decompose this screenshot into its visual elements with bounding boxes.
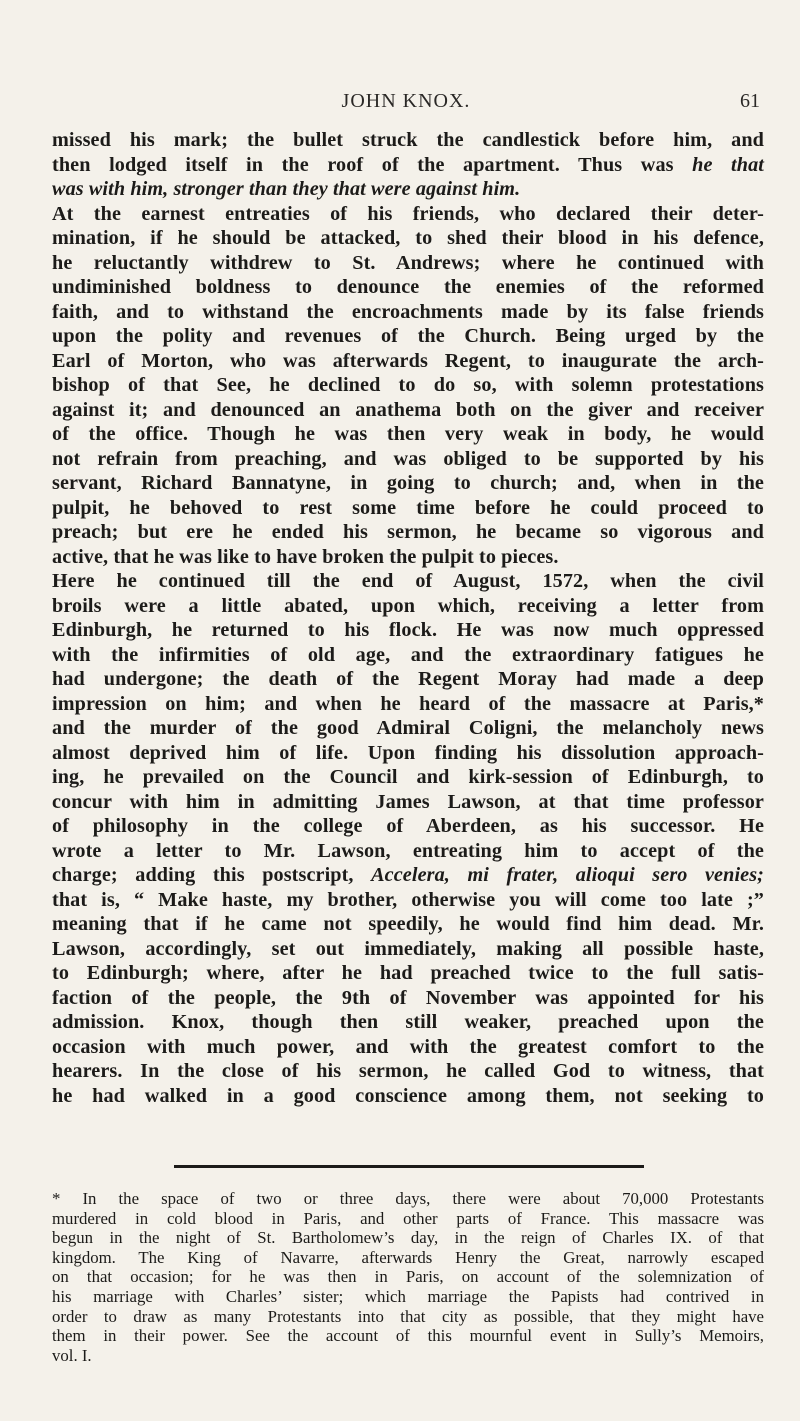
- text-line: not refrain from preaching, and was obliged to be supported by his: [52, 447, 764, 470]
- text-line: wrote a letter to Mr. Lawson, entreating him to accept of the: [52, 839, 764, 862]
- text-line: mination, if he should be attacked, to shed their blood in his defence,: [52, 227, 764, 249]
- text-line: against it; and denounced an anathema both on the giver and receiver: [52, 398, 764, 421]
- text-line: Earl of Morton, who was afterwards Regent, to inaugurate the arch-: [52, 349, 764, 372]
- text-line: undiminished boldness to denounce the enemies of the reformed: [52, 276, 764, 298]
- text-line: he reluctantly withdrew to St. Andrews; where he continued with: [52, 251, 764, 274]
- text-line: At the earnest entreaties of his friends, who declared their deter-: [52, 202, 764, 225]
- text-line: occasion with much power, and with the greatest comfort to the: [52, 1035, 764, 1058]
- text-line: concur with him in admitting James Lawson, at that time professor: [52, 790, 764, 813]
- text-line: faith, and to withstand the encroachments made by its false friends: [52, 300, 764, 323]
- text-line: of the office. Though he was then very weak in body, he would: [52, 423, 764, 445]
- text-line: Edinburgh, he returned to his flock. He was now much oppressed: [52, 619, 764, 641]
- text-line: then lodged itself in the roof of the apartment. Thus was he that: [52, 153, 764, 176]
- text-line: missed his mark; the bullet struck the candlestick before him, and: [52, 129, 764, 151]
- running-title: JOHN KNOX.: [341, 90, 471, 112]
- text-line: broils were a little abated, upon which, receiving a letter from: [52, 594, 764, 617]
- text-line: meaning that if he came not speedily, he would find him dead. Mr.: [52, 913, 764, 935]
- text-line: was with him, stronger than they that were against him.: [52, 178, 521, 200]
- text-line: admission. Knox, though then still weaker, preached upon the: [52, 1011, 764, 1033]
- text-line: hearers. In the close of his sermon, he called God to witness, that: [52, 1060, 764, 1082]
- footnote-rule: [174, 1165, 644, 1168]
- text-line: with the infirmities of old age, and the extraordinary fatigues he: [52, 643, 764, 666]
- footnote-line: on that occasion; for he was then in Paris, on account of the solemnization of: [52, 1267, 764, 1287]
- footnote-line: * In the space of two or three days, there were about 70,000 Protestants: [52, 1189, 764, 1208]
- text-line: preach; but ere he ended his sermon, he became so vigorous and: [52, 521, 764, 543]
- text-line: Lawson, accordingly, set out immediately, making all possible haste,: [52, 937, 764, 960]
- text-line: that is, “ Make haste, my brother, otherwise you will come too late ;”: [52, 888, 764, 911]
- text-line: and the murder of the good Admiral Coligni, the melancholy news: [52, 717, 764, 739]
- text-line: Here he continued till the end of August, 1572, when the civil: [52, 570, 764, 592]
- text-line: charge; adding this postscript, Accelera, mi frater, alioqui sero venies;: [52, 864, 764, 886]
- text-line: faction of the people, the 9th of November was appointed for his: [52, 986, 764, 1009]
- footnote-line: them in their power. See the account of this mournful event in Sully’s Memoirs,: [52, 1326, 764, 1346]
- running-head: [52, 90, 760, 114]
- footnote-line: murdered in cold blood in Paris, and other parts of France. This massacre was: [52, 1208, 764, 1228]
- text-line: upon the polity and revenues of the Church. Being urged by the: [52, 325, 764, 347]
- text-line: servant, Richard Bannatyne, in going to church; and, when in the: [52, 472, 764, 494]
- text-line: bishop of that See, he declined to do so, with solemn protestations: [52, 374, 764, 396]
- text-line: ing, he prevailed on the Council and kirk-session of Edinburgh, to: [52, 766, 764, 788]
- text-line: of philosophy in the college of Aberdeen, as his successor. He: [52, 815, 764, 837]
- text-line: impression on him; and when he heard of the massacre at Paris,*: [52, 692, 764, 715]
- footnote: [52, 1189, 764, 1365]
- body-text: [52, 128, 764, 1108]
- footnote-line: kingdom. The King of Navarre, afterwards Henry the Great, narrowly escaped: [52, 1247, 764, 1267]
- text-line: to Edinburgh; where, after he had preached twice to the full satis-: [52, 962, 764, 984]
- text-line: almost deprived him of life. Upon finding his dissolution approach-: [52, 741, 764, 764]
- footnote-line: order to draw as many Protestants into that city as possible, that they might have: [52, 1306, 764, 1326]
- footnote-line: begun in the night of St. Bartholomew’s day, in the reign of Charles IX. of that: [52, 1228, 764, 1248]
- footnote-line: his marriage with Charles’ sister; which marriage the Papists had contrived in: [52, 1286, 764, 1306]
- text-line: pulpit, he behoved to rest some time before he could proceed to: [52, 496, 764, 519]
- text-line: had undergone; the death of the Regent Moray had made a deep: [52, 668, 764, 690]
- footnote-line: vol. I.: [52, 1345, 92, 1365]
- text-line: he had walked in a good conscience among them, not seeking to: [52, 1084, 764, 1107]
- text-line: active, that he was like to have broken the pulpit to pieces.: [52, 545, 559, 568]
- page-number: 61: [740, 90, 760, 112]
